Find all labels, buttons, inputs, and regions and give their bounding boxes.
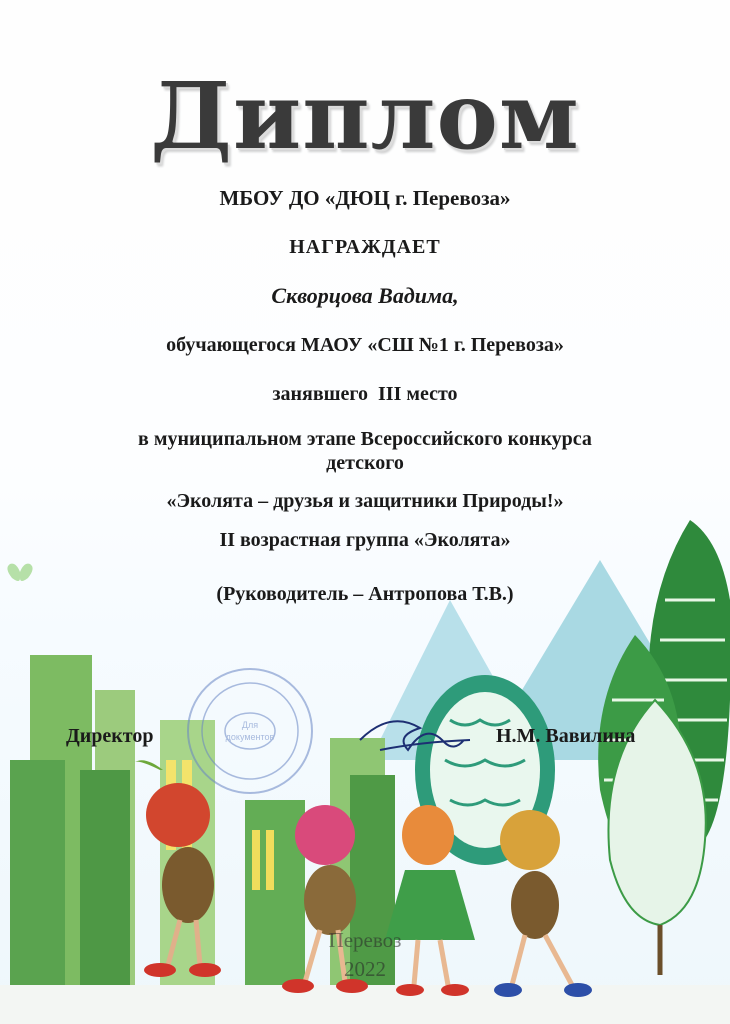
recipient-name: Скворцова Вадима, <box>271 283 459 308</box>
building-window-4 <box>266 830 274 890</box>
awards-text: НАГРАЖДАЕТ <box>289 236 441 258</box>
director-name: Н.М. Вавилина <box>496 725 636 747</box>
butterfly-icon <box>7 564 32 581</box>
director-label: Директор <box>66 725 154 747</box>
city-name: Перевоз <box>328 928 402 952</box>
year: 2022 <box>344 957 386 981</box>
ground <box>0 985 730 1024</box>
leader-text: (Руководитель – Антропова Т.В.) <box>216 583 514 605</box>
contest-line-3: «Эколята – друзья и защитники Природы!» <box>166 490 564 512</box>
contest-line-1: в муниципальном этапе Всероссийского конкурса <box>138 428 592 450</box>
diploma-title: Диплом <box>150 62 580 170</box>
contest-line-2: детского <box>326 452 404 474</box>
age-group: II возрастная группа «Эколята» <box>219 529 511 551</box>
svg-text:документов: документов <box>225 732 275 742</box>
building-front-4 <box>350 775 395 985</box>
school-name: обучающегося МАОУ «СШ №1 г. Перевоза» <box>166 334 564 356</box>
building-window-3 <box>252 830 260 890</box>
svg-text:Для: Для <box>241 720 259 730</box>
place-text: занявшего III место <box>272 383 458 405</box>
organization-name: МБОУ ДО «ДЮЦ г. Перевоза» <box>219 186 511 210</box>
building-front-1 <box>10 760 65 990</box>
